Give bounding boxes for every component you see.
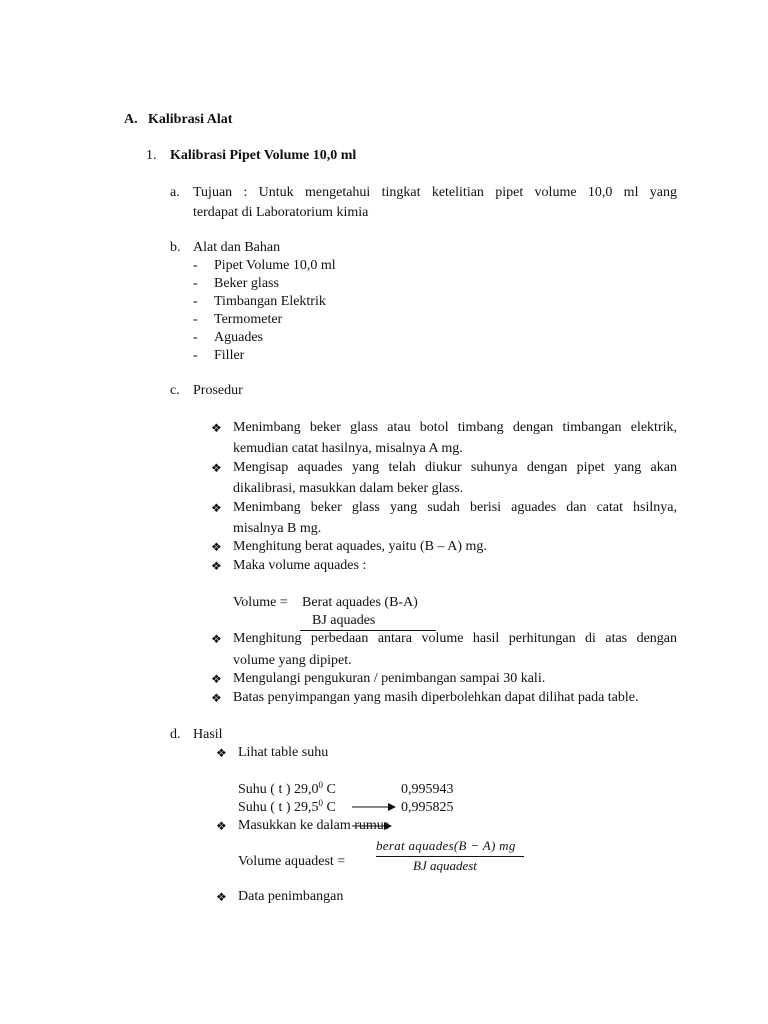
hasil-letter: d. — [170, 727, 181, 742]
bullet-diamond-icon: ❖ — [211, 501, 222, 515]
bullet-diamond-icon: ❖ — [211, 672, 222, 686]
tujuan-line-1: Tujuan : Untuk mengetahui tingkat ketelitian pipet volume 10,0 ml yang — [193, 185, 677, 200]
suhu-row-label — [238, 799, 336, 817]
suhu-label-text: Suhu ( t ) 29,5 — [238, 800, 319, 815]
hasil-bullet-1: Lihat table suhu — [238, 745, 329, 760]
alat-item — [193, 311, 493, 329]
suhu-unit: C — [323, 800, 336, 815]
tujuan-line-2: terdapat di Laboratorium kimia — [193, 205, 369, 220]
alat-item — [193, 275, 493, 293]
bullet-diamond-icon: ❖ — [211, 540, 222, 554]
suhu-unit: C — [323, 782, 336, 797]
section-letter: A. — [124, 112, 138, 127]
arrow-right-icon — [352, 800, 396, 814]
dash-marker: - — [193, 258, 198, 273]
tujuan-letter: a. — [170, 185, 180, 200]
subsection-title: Kalibrasi Pipet Volume 10,0 ml — [170, 148, 357, 163]
step-2-line-2: dikalibrasi, masukkan dalam beker glass. — [233, 481, 464, 496]
bullet-diamond-icon: ❖ — [211, 559, 222, 573]
alat-list — [193, 257, 493, 365]
alat-item-label: Filler — [214, 348, 245, 363]
step-1-line-1: Menimbang beker glass atau botol timbang dengan timbangan elektrik, — [233, 420, 677, 435]
formula2-numerator: berat aquades(B − A) mg — [376, 838, 516, 853]
bullet-diamond-icon: ❖ — [211, 632, 222, 646]
alat-item-label: Aguades — [214, 330, 263, 345]
alat-item-label: Termometer — [214, 312, 283, 327]
bullet-diamond-icon: ❖ — [211, 691, 222, 705]
step-6-line-1: Menghitung perbedaan antara volume hasil perhitungan di atas dengan — [233, 631, 677, 646]
step-3-line-1: Menimbang beker glass yang sudah berisi aguades dan catat hsilnya, — [233, 500, 677, 515]
alat-letter: b. — [170, 240, 181, 255]
bullet-diamond-icon: ❖ — [211, 461, 222, 475]
subsection-number: 1. — [146, 148, 157, 163]
hasil-bullet-2: Masukkan ke dalam rumus — [238, 818, 390, 833]
alat-item — [193, 293, 493, 311]
hasil-title: Hasil — [193, 727, 223, 742]
prosedur-letter: c. — [170, 383, 180, 398]
alat-item — [193, 347, 493, 365]
alat-item-label: Beker glass — [214, 276, 279, 291]
formula-numerator: Berat aquades (B-A) — [302, 595, 418, 610]
formula2-label: Volume aquadest = — [238, 854, 346, 869]
alat-item — [193, 329, 493, 347]
suhu-row-value: 0,995943 — [401, 782, 454, 797]
alat-item-label: Timbangan Elektrik — [214, 294, 326, 309]
dash-marker: - — [193, 330, 198, 345]
bullet-diamond-icon: ❖ — [216, 746, 227, 760]
hasil-bullet-3: Data penimbangan — [238, 889, 344, 904]
dash-marker: - — [193, 294, 198, 309]
step-6-line-2: volume yang dipipet. — [233, 653, 352, 668]
step-3-line-2: misalnya B mg. — [233, 521, 322, 536]
section-title: Kalibrasi Alat — [148, 112, 233, 127]
step-7-line-1: Mengulangi pengukuran / penimbangan sampai 30 kali. — [233, 671, 546, 686]
step-2-line-1: Mengisap aquades yang telah diukur suhunya dengan pipet yang akan — [233, 460, 677, 475]
alat-item — [193, 257, 493, 275]
suhu-row-value: 0,995825 — [401, 800, 454, 815]
step-8-line-1: Batas penyimpangan yang masih diperbolehkan dapat dilihat pada table. — [233, 690, 639, 705]
step-5-line-1: Maka volume aquades : — [233, 558, 367, 573]
suhu-label-text: Suhu ( t ) 29,0 — [238, 782, 319, 797]
alat-item-label: Pipet Volume 10,0 ml — [214, 258, 336, 273]
prosedur-title: Prosedur — [193, 383, 243, 398]
bullet-diamond-icon: ❖ — [216, 890, 227, 904]
bullet-diamond-icon: ❖ — [211, 421, 222, 435]
dash-marker: - — [193, 312, 198, 327]
step-4-line-1: Menghitung berat aquades, yaitu (B – A) mg. — [233, 539, 487, 554]
formula-volume-label: Volume = — [233, 595, 288, 610]
dash-marker: - — [193, 348, 198, 363]
dash-marker: - — [193, 276, 198, 291]
alat-title: Alat dan Bahan — [193, 240, 281, 255]
suhu-row-label — [238, 781, 336, 799]
step-1-line-2: kemudian catat hasilnya, misalnya A mg. — [233, 441, 463, 456]
formula-denominator: BJ aquades — [312, 613, 376, 628]
bullet-diamond-icon: ❖ — [216, 819, 227, 833]
formula2-denominator: BJ aquadest — [413, 858, 477, 873]
degree-sup: 0 — [318, 798, 323, 808]
degree-sup: 0 — [318, 780, 323, 790]
